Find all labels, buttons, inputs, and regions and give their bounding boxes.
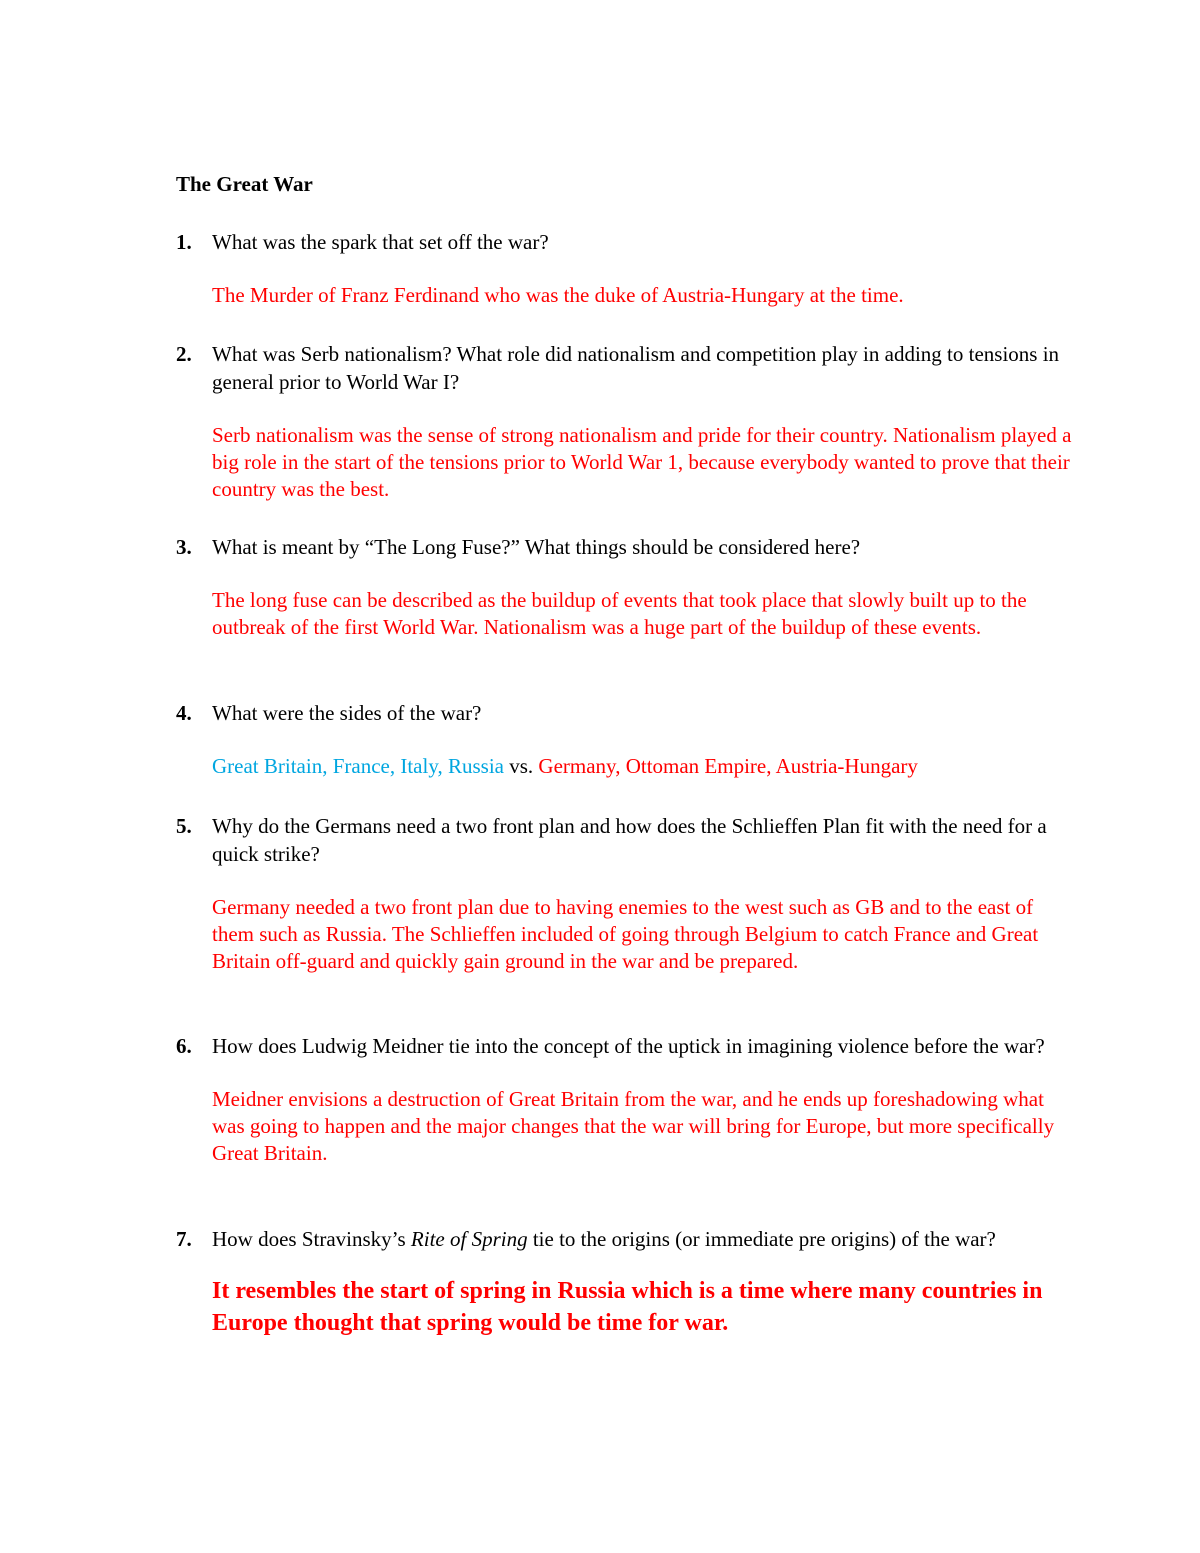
question-item bbox=[176, 1032, 1076, 1167]
question-number: 2. bbox=[176, 342, 192, 366]
question-text-post: tie to the origins (or immediate pre origins) of the war? bbox=[527, 1227, 996, 1251]
question-item bbox=[176, 1225, 1076, 1339]
question-text: What was Serb nationalism? What role did nationalism and competition play in adding to tensions in general prior to World War I? bbox=[212, 342, 1060, 394]
answer-text: The Murder of Franz Ferdinand who was the duke of Austria-Hungary at the time. bbox=[212, 283, 904, 307]
answer-versus: vs. bbox=[503, 754, 539, 778]
answer-allies: Great Britain, France, Italy, Russia bbox=[212, 754, 504, 778]
answer-text: Germany needed a two front plan due to having enemies to the west such as GB and to the east of them such as Russia. The Schlieffen included of going through Belgium to catch France and Great Britain off-guard and quickly gain ground in the war and be prepared. bbox=[212, 895, 1039, 973]
question-number: 5. bbox=[176, 814, 192, 838]
question-text: What is meant by “The Long Fuse?” What things should be considered here? bbox=[212, 535, 861, 559]
answer-text: Serb nationalism was the sense of strong nationalism and pride for their country. Nationalism played a big role in the start of the tensions prior to World War 1, because everybody wanted to prove that their country was the best. bbox=[212, 423, 1072, 501]
question-text: Why do the Germans need a two front plan and how does the Schlieffen Plan fit with the need for a quick strike? bbox=[212, 814, 1047, 866]
question-number: 7. bbox=[176, 1227, 192, 1251]
answer-text: It resembles the start of spring in Russia which is a time where many countries in Europe thought that spring would be time for war. bbox=[212, 1278, 1043, 1336]
answer-text: Meidner envisions a destruction of Great Britain from the war, and he ends up foreshadowing what was going to happen and the major changes that the war will bring for Europe, but more specifically Great Britain. bbox=[212, 1087, 1055, 1165]
question-text-italic: Rite of Spring bbox=[410, 1227, 528, 1251]
question-number: 4. bbox=[176, 701, 192, 725]
answer-text bbox=[212, 753, 1072, 780]
question-number: 3. bbox=[176, 535, 192, 559]
question-text bbox=[212, 1225, 1072, 1253]
answer-central-powers: Germany, Ottoman Empire, Austria-Hungary bbox=[538, 754, 918, 778]
question-item bbox=[176, 699, 1076, 780]
question-item bbox=[176, 228, 1076, 309]
question-text: What were the sides of the war? bbox=[212, 701, 482, 725]
question-item bbox=[176, 812, 1076, 975]
question-number: 1. bbox=[176, 230, 192, 254]
document-title: The Great War bbox=[176, 172, 313, 196]
question-item bbox=[176, 533, 1076, 641]
question-item bbox=[176, 340, 1076, 503]
question-text: How does Ludwig Meidner tie into the concept of the uptick in imagining violence before the war? bbox=[212, 1034, 1045, 1058]
question-text: What was the spark that set off the war? bbox=[212, 230, 549, 254]
question-number: 6. bbox=[176, 1034, 192, 1058]
question-text-pre: How does Stravinsky’s bbox=[212, 1227, 411, 1251]
answer-text: The long fuse can be described as the buildup of events that took place that slowly built up to the outbreak of the first World War. Nationalism was a huge part of the buildup of these events. bbox=[212, 588, 1027, 639]
